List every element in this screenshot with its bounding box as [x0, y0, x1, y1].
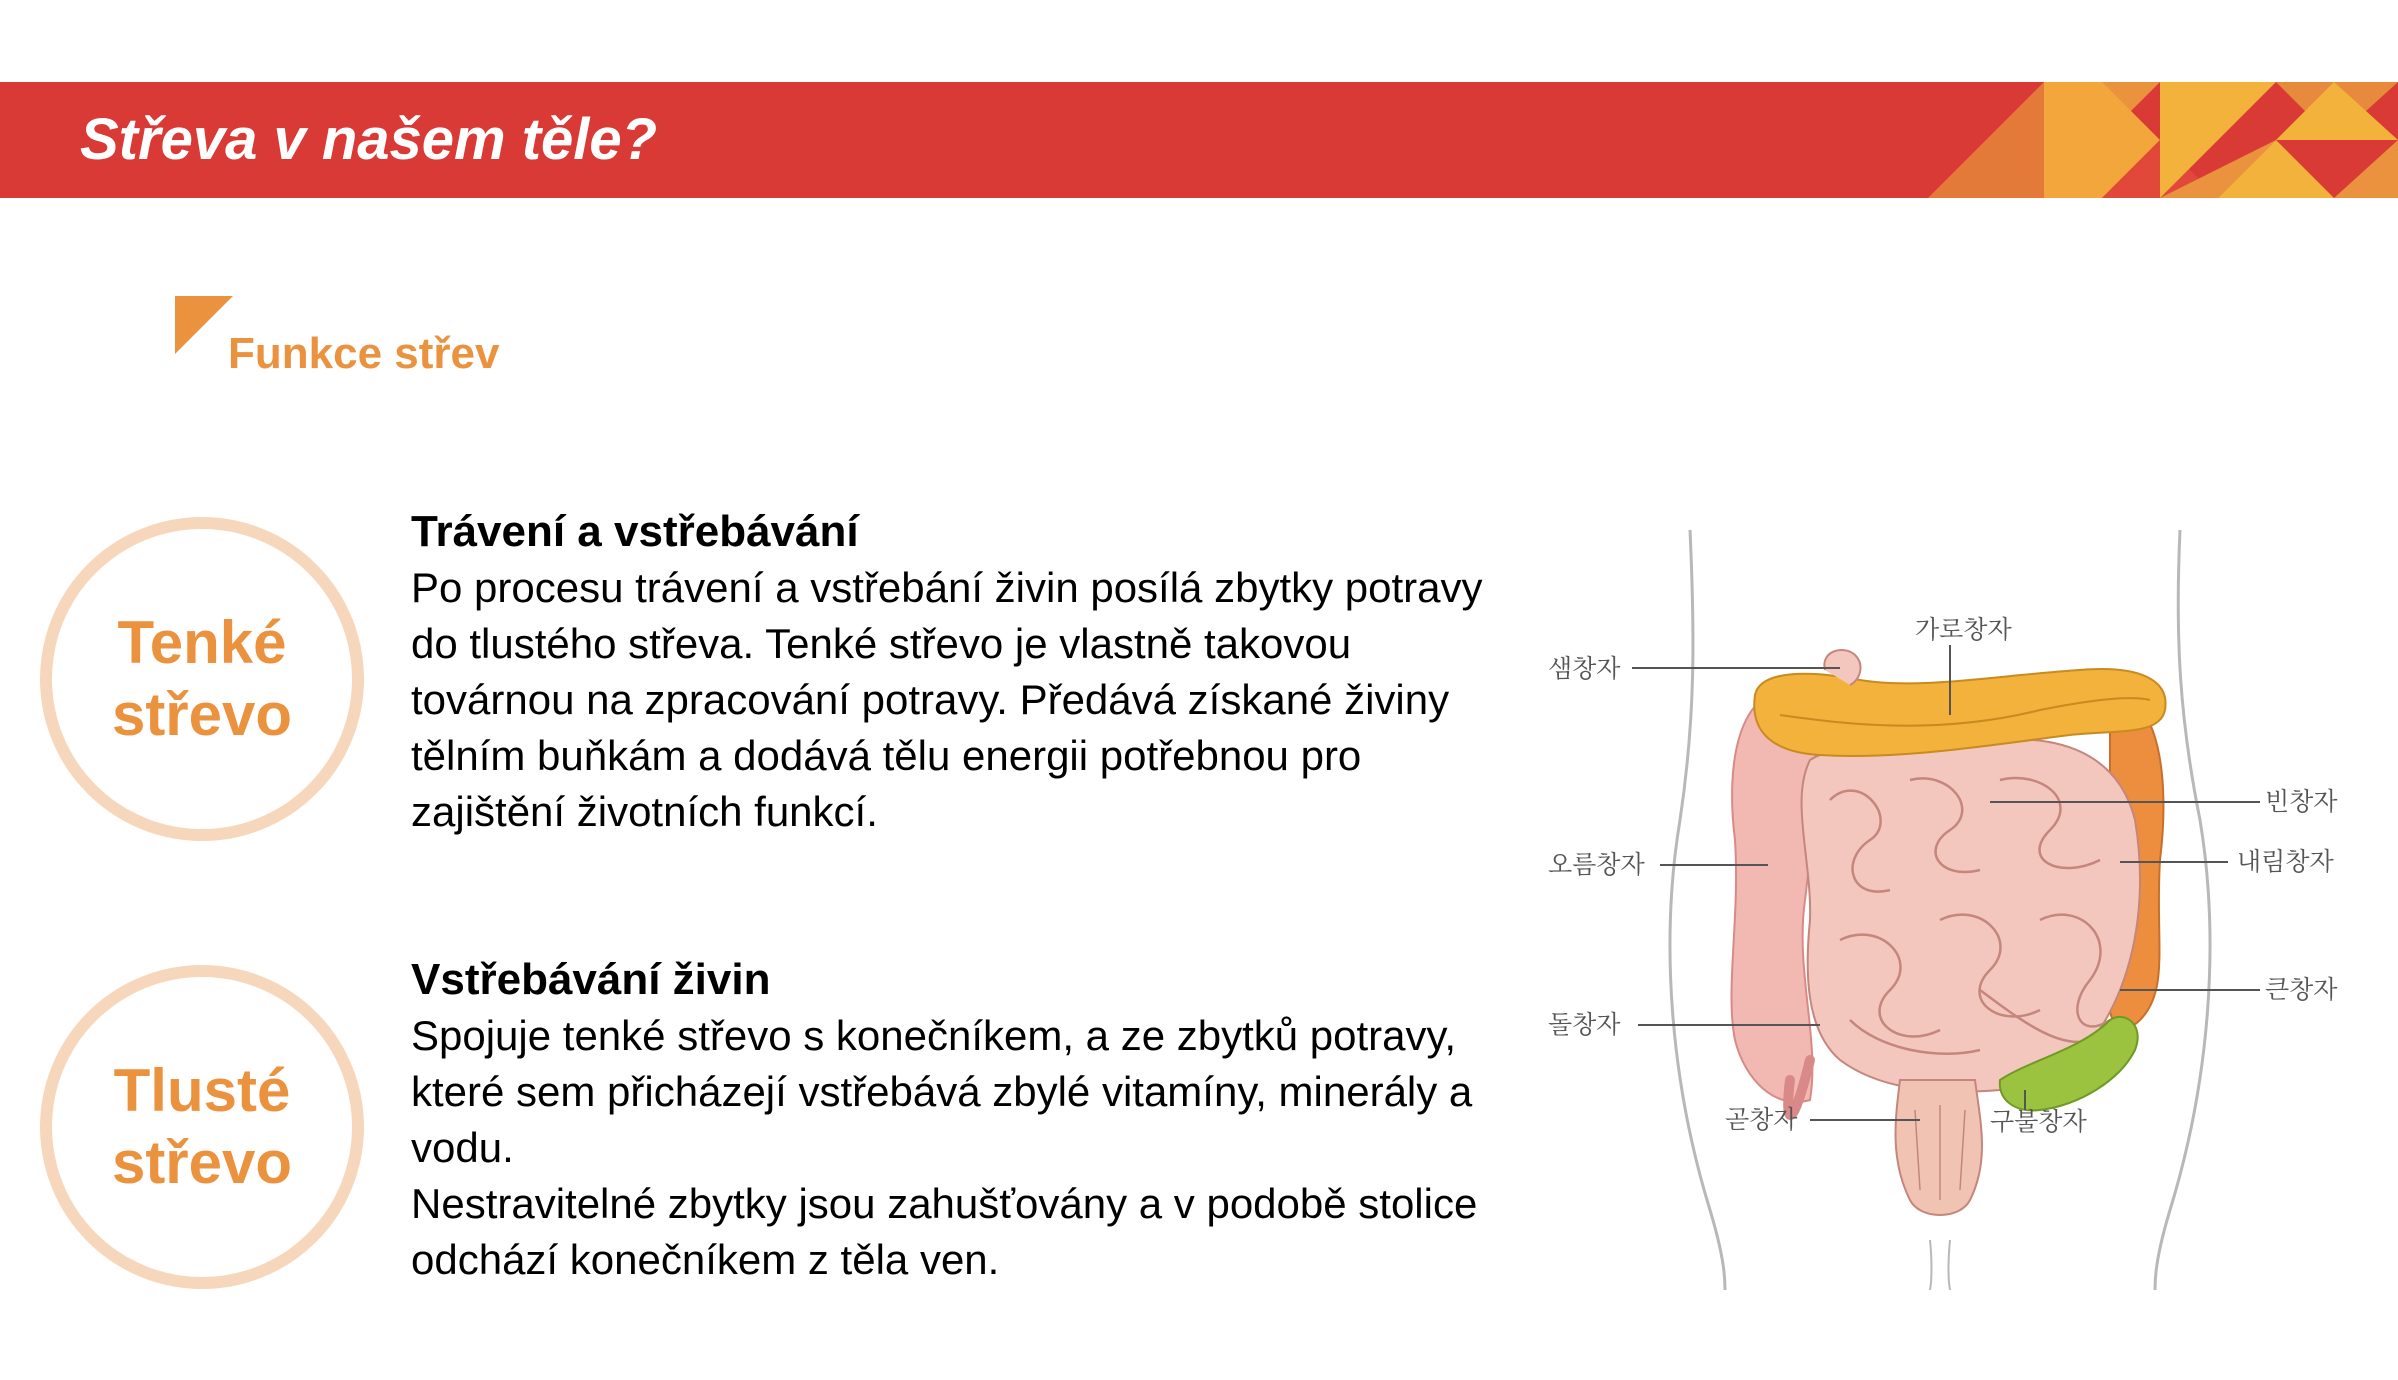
large-intestine-heading: Vstřebávání živin: [411, 955, 771, 1004]
large-intestine-label-line2: střevo: [111, 1129, 293, 1196]
transverse-colon-shape: [1754, 669, 2165, 756]
intestine-diagram: [1520, 520, 2360, 1290]
small-intestine-text: Po procesu trávení a vstřebání živin posílá zbytky potravy do tlustého střeva. Tenké střevo je vlastně takovou továrnou na zpracování potravy. Předává získané živiny tělním buňkám a dodává tělu energii potřebnou pro zajištění životních funkcí.: [411, 564, 1483, 835]
body-outline: [2155, 530, 2210, 1290]
label-rectum: 곧창자: [1725, 1105, 1798, 1134]
body-outline: [1670, 530, 1725, 1290]
rectum-shape: [1896, 1080, 1982, 1215]
large-intestine-text-2: Nestravitelné zbytky jsou zahušťovány a v podobě stolice odchází konečníkem z těla ven.: [411, 1180, 1478, 1283]
label-jejunum: 빈창자: [2265, 787, 2338, 816]
large-intestine-block: [411, 952, 1491, 1288]
body-outline: [1949, 1240, 1951, 1290]
label-ascending-colon: 오름창자: [1548, 850, 1645, 879]
large-intestine-circle: [40, 965, 364, 1289]
large-intestine-text-1: Spojuje tenké střevo s konečníkem, a ze zbytků potravy, které sem přicházejí vstřebává zbylé vitamíny, minerály a vodu.: [411, 1012, 1473, 1171]
body-outline: [1930, 1240, 1932, 1290]
small-intestine-label-line2: střevo: [111, 681, 293, 748]
section-title: Funkce střev: [228, 329, 500, 378]
label-descending-colon: 내림창자: [2237, 847, 2334, 876]
small-intestine-heading: Trávení a vstřebávání: [411, 507, 859, 556]
label-transverse-colon: 가로창자: [1915, 615, 2012, 644]
large-intestine-label-line1: Tlusté: [113, 1057, 291, 1124]
section-marker-icon: [175, 296, 235, 354]
small-intestine-block: [411, 504, 1491, 840]
triangle-decoration: [1928, 82, 2398, 198]
label-sigmoid-colon: 구불창자: [1990, 1107, 2087, 1136]
small-intestine-label-line1: Tenké: [117, 609, 287, 676]
label-ileum: 돌창자: [1548, 1010, 1621, 1039]
label-large-intestine: 큰창자: [2265, 975, 2338, 1004]
page-title: Střeva v našem těle?: [80, 107, 658, 172]
small-intestine-circle: [40, 517, 364, 841]
label-duodenum: 샘창자: [1548, 654, 1621, 683]
header-banner: [0, 82, 2398, 198]
